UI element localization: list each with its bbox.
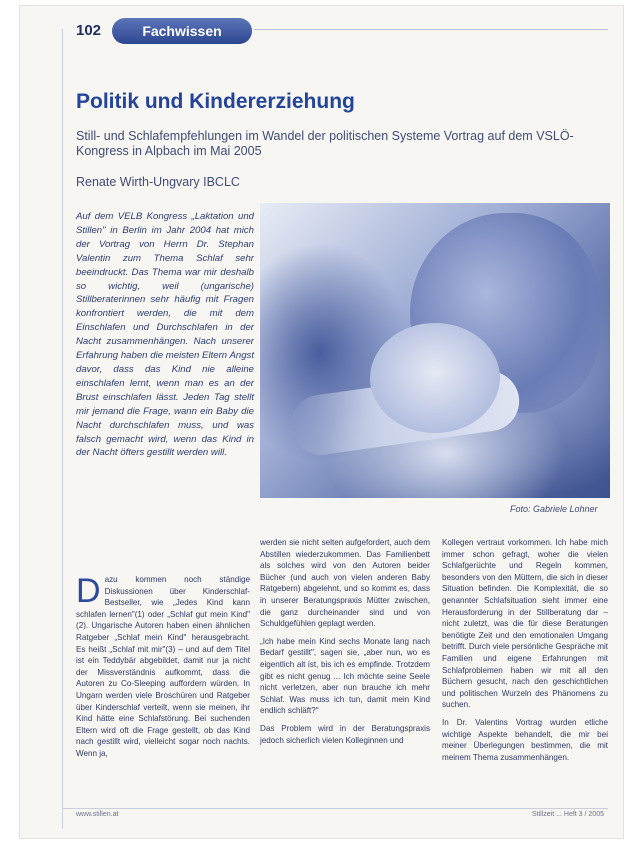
article-subtitle: Still- und Schlafempfehlungen im Wandel der politischen Systeme Vortrag auf dem VSLÖ-Kongress in Alpbach im Mai 2005 xyxy=(76,129,574,158)
margin-rule xyxy=(62,29,63,829)
header-rule xyxy=(254,29,608,30)
body-column-1 xyxy=(76,574,250,760)
article-author: Renate Wirth-Ungvary IBCLC xyxy=(76,175,240,189)
drop-cap: D xyxy=(76,572,101,610)
body-paragraph: werden sie nicht selten aufgefordert, auch dem Abstillen wiederzukommen. Das Familienbett als solches wird von den Autoren beider Bücher (und auch von vielen anderen Baby Ratgebern) abgelehnt, und so kommt es, dass in unserer Beratungspraxis Mütter zwischen, die ganz durcheinander sind und von Schuldgefühlen geplagt werden. xyxy=(260,538,430,629)
footer-rule xyxy=(62,808,608,809)
body-paragraph: In Dr. Valentins Vortrag wurden etliche wichtige Aspekte behandelt, die mir bei meiner Überlegungen bestimmen, die mit meinem Thema zusammenhängen. xyxy=(442,717,608,762)
photo-credit: Foto: Gabriele Lohner xyxy=(510,504,598,514)
body-paragraph: Das Problem wird in der Beratungspraxis jedoch sicherlich vielen Kolleginnen und xyxy=(260,723,430,745)
body-paragraph: azu kommen noch ständige Diskussionen über Kinderschlaf-Bestseller, wie „Jedes Kind kann schlafen lernen"(1) oder „Schlaf gut mein Kind"(2). Ungarische Autoren haben einen ähnlichen Ratgeber „Schlaf mein Kind" herausgebracht. Es heißt „Schlaf mit mir"(3) – und auf dem Titel ist ein Teddybär abgebildet, damit nur ja nicht der Missverständnis aufkommt, dass die Autoren zu Co-Sleeping auffordern würden. In Ungarn werden viele Broschüren und Ratgeber über Kinderschlaf verteilt, wenn sie meinen, ihr Kind hätte eine Schlafstörung. Bei suchenden Eltern wird oft die Frage gestellt, ob das Kind nach gestillt wird, vielleicht sogar noch nachts. Wenn ja, xyxy=(76,575,250,758)
article-intro: Auf dem VELB Kongress „Laktation und Stillen" in Berlin im Jahr 2004 hat mich der Vortrag von Herrn Dr. Stephan Valentin zum Thema Schlaf sehr beeindruckt. Das Thema war mir deshalb so wichtig, weil (ungarische) Stillberaterinnen sehr häufig mit Fragen konfrontiert werden, die mit dem Einschlafen und Durchschlafen in der Nacht zusammenhängen. Nach unserer Erfahrung haben die meisten Eltern Angst davor, dass das Kind nie alleine einschlafen lernt, wenn man es an der Brust einschlafen lässt. Jeden Tag stellt mir jemand die Frage, wann ein Baby die Nacht durchschlafen muss, und was falsch gemacht wird, wenn das Kind in der Nacht öfters gestillt werden will. xyxy=(76,211,254,459)
page-number: 102 xyxy=(76,22,102,39)
body-column-3 xyxy=(442,537,608,769)
body-paragraph: Kollegen vertraut vorkommen. Ich habe mich immer schon gefragt, woher die vielen Schlafgerüchte und Regeln kommen, besonders von den Müttern, die sich in dieser Situation befinden. Die Komplexität, die so genannter Schlafsituation sieht immer eine Herausforderung in der Stillberatung dar – nicht zuletzt, was die für diese Beratungen benötigte Zeit und den emotionalen Umgang betrifft. Durch viele persönliche Gespräche mit Familien und eigene Erfahrungen mit Schlafproblemen haben wir mit all den Büchern gesucht, nach den geschichtlichen und politischen Wurzeln des Phänomens zu suchen. xyxy=(442,538,608,710)
body-paragraph: „Ich habe mein Kind sechs Monate lang nach Bedarf gestillt", sagen sie, „aber nun, wo es eigentlich alt ist, bis ich es empfinde. Trotzdem gibt es nicht genug ... Ich möchte seine Seele nicht verletzen, aber nun brauche ich mehr Schlaf. Was muss ich tun, damit mein Kind endlich schläft?" xyxy=(260,636,430,716)
section-label: Fachwissen xyxy=(142,23,222,39)
mother-baby-photo xyxy=(260,203,610,498)
body-column-2 xyxy=(260,537,430,752)
photo-baby-shape xyxy=(370,323,500,433)
section-badge xyxy=(112,18,252,44)
footer-issue: Stillzeit ... Heft 3 / 2005 xyxy=(532,811,604,818)
footer-website: www.stillen.at xyxy=(76,811,119,818)
article-title: Politik und Kindererziehung xyxy=(76,90,355,113)
